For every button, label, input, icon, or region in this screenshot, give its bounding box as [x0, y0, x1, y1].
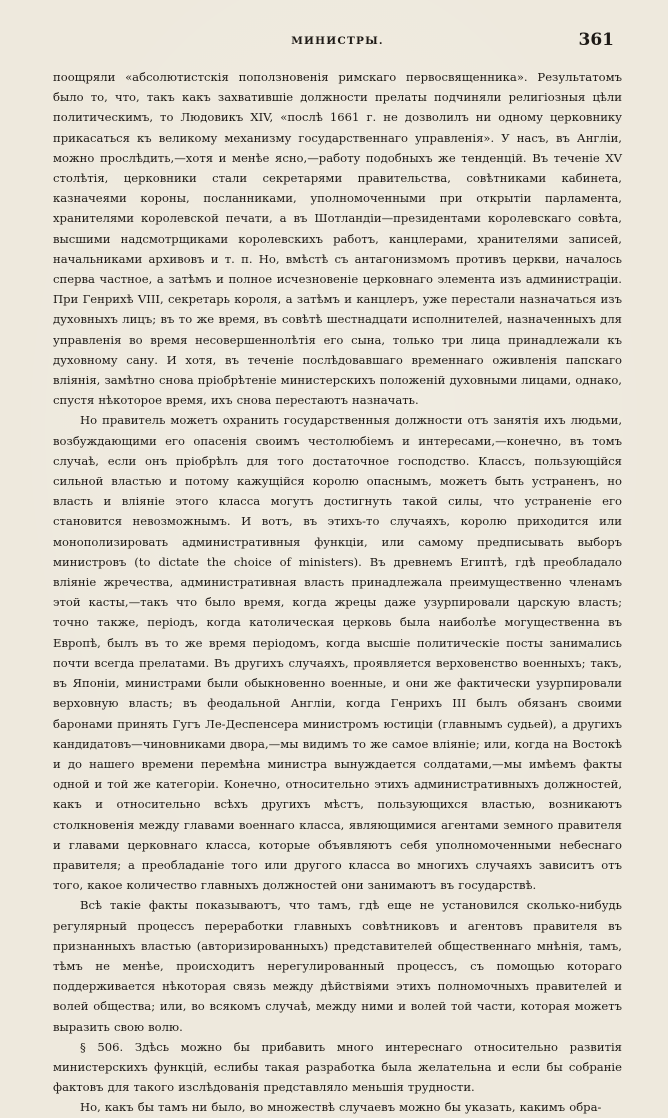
running-head	[53, 30, 622, 56]
paragraph: Но, какъ бы тамъ ни было, во множествѣ случаевъ можно бы указать, какимъ обра-	[80, 1100, 602, 1115]
page-number: 361	[578, 30, 614, 50]
running-title: МИНИСТРЫ.	[291, 35, 384, 47]
paragraph: Всѣ такіе факты показываютъ, что тамъ, гдѣ еще не установился сколько-нибудь регулярный процессъ переработки главныхъ совѣтниковъ и агентовъ правителя въ признанныхъ властью (авторизированныхъ) представителей общественнаго мнѣнія, тамъ, тѣмъ не менѣе, происходитъ нерегулированный процессъ, съ помощью котораго поддерживается нѣкоторая связь между дѣйствіями этихъ полномочныхъ правителей и волей общества; или, во всякомъ случаѣ, между ними и волей той части, которая можетъ выразить свою волю.	[53, 898, 622, 1034]
paragraph-continued: поощряли «абсолютистскія поползновенія римскаго первосвященника». Результатомъ было то, что, такъ какъ захватившіе должности прелаты подчиняли религіозныя цѣли политическимъ, то Людовикъ XIV, «послѣ 1661 г. не дозволилъ ни одному церковнику прикасаться къ великому механизму государственнаго управленія». У насъ, въ Англіи, можно прослѣдить,—хотя и менѣе ясно,—работу подобныхъ же тенденцій. Въ теченіе XV столѣтія, церковники стали секретарями правительства, совѣтниками кабинета, казначеями короны, посланниками, уполномоченными при открытіи парламента, хранителями королевской печати, а въ Шотландіи—президентами королевскаго совѣта, высшими надсмотрщиками королевскихъ работъ, канцлерами, хранителями записей, начальниками архивовъ и т. п. Но, вмѣстѣ съ антагонизмомъ противъ церкви, началось сперва частное, а затѣмъ и полное исчезновеніе церковнаго элемента изъ администраціи. При Генрихѣ VIII, секретарь короля, а затѣмъ и канцлеръ, уже перестали назначаться изъ духовныхъ лицъ; въ то же время, въ совѣтѣ шестнадцати исполнителей, назначенныхъ для управленія во время несовершеннолѣтія его сына, только три лица принадлежали къ духовному сану. И хотя, въ теченіе послѣдовавшаго временнаго оживленія папскаго вліянія, замѣтно снова пріобрѣтеніе министерскихъ положеній духовными лицами, однако, спустя нѣкоторое время, ихъ снова перестаютъ назначать.	[53, 70, 622, 408]
paragraph: Но правитель можетъ охранить государственныя должности отъ занятія ихъ людьми, возбуждающими его опасенія своимъ честолюбіемъ и интересами,—конечно, въ томъ случаѣ, если онъ пріобрѣлъ для того достаточное господство. Классъ, пользующійся сильной властью и потому кажущійся королю опаснымъ, можетъ быть устраненъ, но власть и вліяніе этого класса могутъ достигнуть такой силы, что устраненіе его становится невозможнымъ. И вотъ, въ этихъ-то случаяхъ, королю приходится или монополизировать административныя функціи, или самому предписывать выборъ министровъ (to dictate the choice of ministers). Въ древнемъ Египтѣ, гдѣ преобладало вліяніе жречества, административная власть принадлежала преимущественно членамъ этой касты,—такъ что было время, когда жрецы даже узурпировали царскую власть; точно также, періодъ, когда католическая церковь была наиболѣе могущественна въ Европѣ, былъ въ то же время періодомъ, когда высшіе политическіе посты занимались почти всегда прелатами. Въ другихъ случаяхъ, проявляется верховенство военныхъ; такъ, въ Японіи, министрами были обыкновенно военные, и они же фактически узурпировали верховную власть; въ феодальной Англіи, когда Генрихъ III былъ обязанъ своими баронами принять Гугъ Ле-Деспенсера министромъ юстиціи (главнымъ судьей), а другихъ кандидатовъ—чиновниками двора,—мы видимъ то же самое вліяніе; или, когда на Востокѣ и до нашего времени перемѣна министра вынуждается солдатами,—мы имѣемъ факты одной и той же категоріи. Конечно, относительно этихъ административныхъ должностей, какъ и относительно всѣхъ другихъ мѣстъ, пользующихся властью, возникаютъ столкновенія между главами военнаго класса, являющимися агентами земного правителя и главами церковнаго класса, которые объявляютъ себя уполномоченными небеснаго правителя; а преобладаніе того или другого класса во многихъ случаяхъ зависитъ отъ того, какое количество главныхъ должностей они занимаютъ въ государствѣ.	[53, 413, 622, 893]
section-paragraph: § 506. Здѣсь можно бы прибавить много интереснаго относительно развитія министерскихъ функцій, еслибы такая разработка была желательна и если бы собраніе фактовъ для такого изслѣдованія представляло меньшія трудности.	[53, 1039, 622, 1095]
